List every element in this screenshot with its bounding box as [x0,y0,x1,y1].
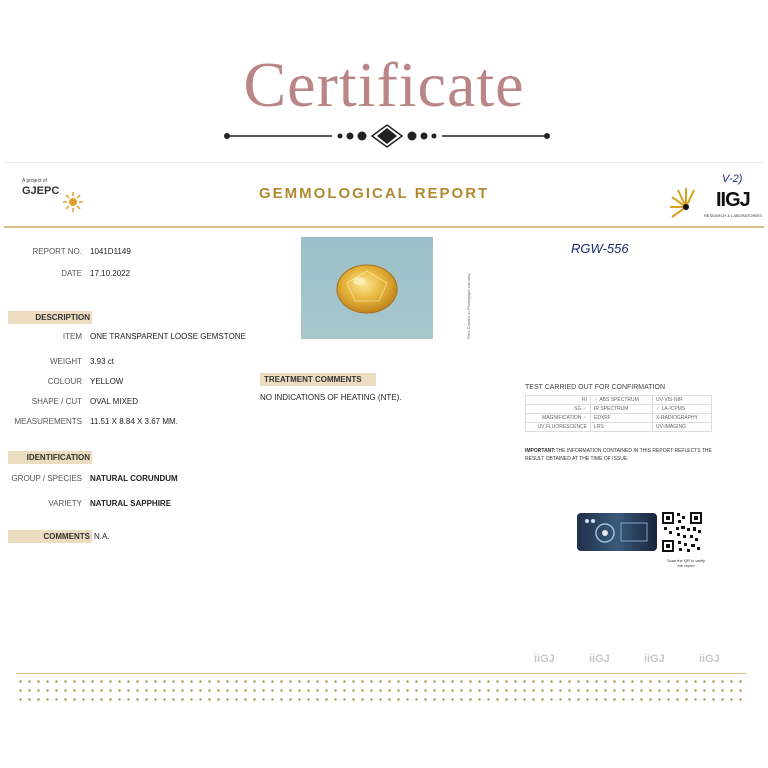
weight-value: 3.93 ct [90,357,115,366]
weight-label: WEIGHT [50,357,82,366]
test-cell: ✓ LA-ICPMS [653,405,712,414]
tests-table [525,395,712,432]
gemstone-image [301,237,433,339]
tests-heading: TEST CARRIED OUT FOR CONFIRMATION [525,384,666,391]
footer-divider [16,673,746,674]
variety-label: VARIETY [48,499,82,508]
item-label: ITEM [62,332,82,341]
gemmological-report [4,162,764,711]
hologram-icon [577,513,657,551]
treatment-heading: TREATMENT COMMENTS [260,373,376,386]
identification-heading: IDENTIFICATION [8,451,92,464]
security-hologram [577,513,657,551]
report-no-value: 1041D1149 [90,247,131,256]
table-row [526,414,712,423]
gem-photo [301,237,433,339]
date-label: DATE [61,269,82,278]
page-title: Certificate [243,49,525,120]
qr-code-icon[interactable] [661,511,703,553]
qr-note: Scan the QR to verify the report [666,558,705,568]
date-value: 17.10.2022 [90,269,131,278]
photo-side-note: Gem Colours in Photograph can vary [466,273,471,339]
shape-label: SHAPE / CUT [31,397,82,406]
treatment-value: NO INDICATIONS OF HEATING (NTE). [260,393,402,402]
variety-value: NATURAL SAPPHIRE [90,499,172,508]
iigj-subtitle: RESEARCH & LABORATORIES [704,213,762,218]
test-cell: SG ✓ [526,405,591,414]
shape-value: OVAL MIXED [90,397,139,406]
header-divider [4,226,764,228]
group-value: NATURAL CORUNDUM [90,474,178,483]
iigj-watermark: iiGJ [699,653,720,665]
report-no-label: REPORT NO. [32,247,82,256]
test-cell: MAGNIFICATION ✓ [526,414,591,423]
measurements-value: 11.51 X 8.84 X 3.67 MM. [90,417,178,426]
iigj-watermark: iiGJ [644,653,665,665]
comments-value: N.A. [94,532,110,541]
table-row [526,423,712,432]
decorative-dot-border [16,677,746,705]
table-row [526,405,712,414]
test-cell: LRS [591,423,653,432]
description-heading: DESCRIPTION [8,311,92,324]
test-cell: IR SPECTRUM [591,405,653,414]
gjepc-logo-text: GJEPC [22,185,60,197]
item-value: ONE TRANSPARENT LOOSE GEMSTONE [90,332,246,341]
test-cell: UV FLUORESCENCE [526,423,591,432]
measurements-label: MEASUREMENTS [14,417,82,426]
test-cell: X-RADIOGRAPHY [653,414,712,423]
iigj-watermark: iiGJ [589,653,610,665]
test-cell: RI [526,396,591,405]
divider-ornament-icon [222,122,552,150]
test-cell: UV-VIS-NIR [653,396,712,405]
test-cell: UV-IMAGING [653,423,712,432]
important-note: IMPORTANT:THE INFORMATION CONTAINED IN THIS REPORT REFLECTS THE RESULT OBTAINED AT THE TIME OF ISSUE. [525,448,712,462]
iigj-watermark: iiGJ [534,653,555,665]
colour-label: COLOUR [47,377,82,386]
comments-heading: COMMENTS [8,530,92,543]
handwritten-code: RGW-556 [571,241,629,256]
table-row [526,396,712,405]
handwritten-note-top: V-2) [722,173,743,185]
test-cell: EDXRF [591,414,653,423]
test-cell: ✓ ABS SPECTRUM [591,396,653,405]
report-title: GEMMOLOGICAL REPORT [259,185,490,202]
gjepc-tagline: A project of [22,178,48,184]
colour-value: YELLOW [90,377,124,386]
gjepc-sun-icon [62,191,84,213]
iigj-logo-text: IIGJ [716,189,750,211]
group-label: GROUP / SPECIES [11,474,82,483]
